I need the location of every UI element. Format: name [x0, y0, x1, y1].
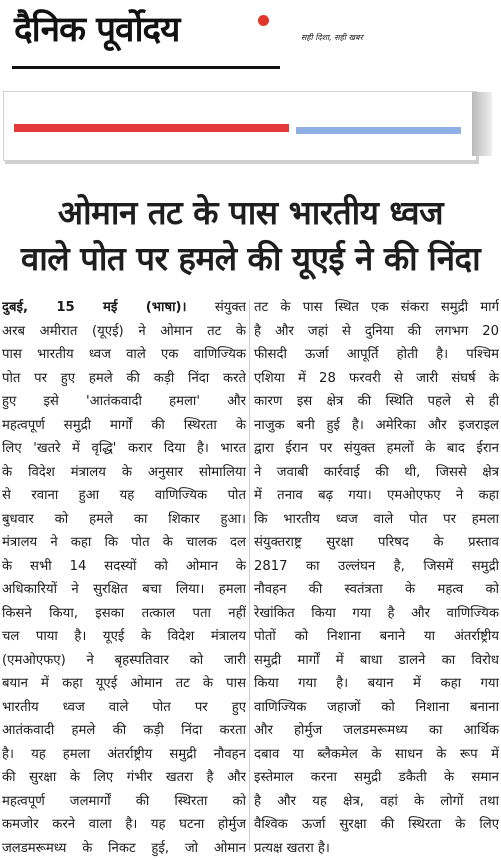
logo-dot-icon: [258, 15, 269, 26]
article-line: प्रत्यक्ष खतरा है।: [254, 837, 499, 860]
article-line: जलडमरूमध्य के निकट हुई, जो ओमान: [2, 837, 246, 860]
article-line: पास भारतीय ध्वज वाले एक वाणिज्यिक: [2, 343, 246, 367]
article-line: एशिया में 28 फरवरी से जारी संघर्ष के: [254, 367, 499, 391]
article-line: किसने किया, इसका तत्काल पता नहीं: [2, 602, 246, 626]
article-line: चल पाया है। यूएई के विदेश मंत्रालय: [2, 625, 246, 649]
article-line: समुद्री मार्गों में बाधा डालने का विरोध: [254, 649, 499, 673]
article-line: तट के पास स्थित एक संकरा समुद्री मार्ग: [254, 296, 499, 320]
article-line: महत्वपूर्ण जलमार्गों की स्थिरता को: [2, 790, 246, 814]
article-column-right: [254, 296, 499, 860]
article-column-left: [2, 296, 246, 860]
article-line: भारतीय ध्वज वाले पोत पर हुए: [2, 696, 246, 720]
article-line: फीसदी ऊर्जा आपूर्ति होती है। पश्चिम: [254, 343, 499, 367]
article-line: है और यह क्षेत्र, वहां के लोगों तथा: [254, 790, 499, 814]
article-line: कि भारतीय ध्वज वाले पोत पर हमला: [254, 508, 499, 532]
masthead: [0, 0, 501, 80]
headline-line-2: वाले पोत पर हमले की यूएई ने की निंदा: [0, 236, 501, 282]
article-line: आतंकवादी हमले की कड़ी निंदा करता: [2, 719, 246, 743]
article-line: नाजुक बनी हुई है। अमेरिका और इजराइल: [254, 414, 499, 438]
article-line: अधिकारियों ने सुरक्षित बचा लिया। हमला: [2, 578, 246, 602]
article-line: लिए 'खतरे में वृद्धि' करार दिया है। भारत: [2, 437, 246, 461]
banner-edge: [472, 92, 492, 156]
headline-line-1: ओमान तट के पास भारतीय ध्वज: [0, 190, 501, 236]
article-line: मंत्रालय ने कहा कि पोत के चालक दल: [2, 531, 246, 555]
article-line: रेखांकित किया गया है और वाणिज्यिक: [254, 602, 499, 626]
article-line: (एमओएफए) ने बृहस्पतिवार को जारी: [2, 649, 246, 673]
article-line: ने जवाबी कार्रवाई की थी, जिससे क्षेत्र: [254, 461, 499, 485]
article-line: वैश्विक ऊर्जा सुरक्षा की स्थिरता के लिए: [254, 813, 499, 837]
article-line: [2, 296, 246, 320]
article-line: बयान में कहा यूएई ओमान तट के पास: [2, 672, 246, 696]
article-line: बुधवार को हमले का शिकार हुआ।: [2, 508, 246, 532]
article-line: अरब अमीरात (यूएई) ने ओमान तट के: [2, 320, 246, 344]
dateline: दुबई, 15 मई (भाषा)।: [2, 300, 215, 315]
article-line: पोत पर हुए हमले की कड़ी निंदा करते: [2, 367, 246, 391]
newspaper-logo: दैनिक पूर्वोदय: [14, 6, 179, 54]
column-divider: [249, 300, 250, 850]
article-line: कमजोर करने वाला है। यह घटना होर्मुज: [2, 813, 246, 837]
article-line: किया गया है। बयान में कहा गया: [254, 672, 499, 696]
article-line: है और जहां से दुनिया की लगभग 20: [254, 320, 499, 344]
article-line: 2817 का उल्लंघन है, जिसमें समुद्री: [254, 555, 499, 579]
article-line: और होर्मुज जलडमरूमध्य का आर्थिक: [254, 719, 499, 743]
article-line: हुए इसे 'आतंकवादी हमला' और: [2, 390, 246, 414]
article-line: दबाव या ब्लैकमेल के साधन के रूप में: [254, 743, 499, 767]
article-text: संयुक्त: [215, 300, 246, 315]
article-line: है। यह हमला अंतर्राष्ट्रीय समुद्री नौवहन: [2, 743, 246, 767]
article-line: महत्वपूर्ण समुद्री मार्गों की स्थिरता के: [2, 414, 246, 438]
article-line: के सभी 14 सदस्यों को ओमान के: [2, 555, 246, 579]
article-line: में तनाव बढ़ गया। एमओएफए ने कहा: [254, 484, 499, 508]
banner-blue-bar: [296, 127, 461, 134]
article-line: से रवाना हुआ यह वाणिज्यिक पोत: [2, 484, 246, 508]
tagline: सही दिशा, सही खबर: [301, 32, 363, 43]
decorative-banner: [0, 87, 501, 165]
headline: [0, 190, 501, 282]
masthead-rule: [12, 66, 280, 69]
article-line: इस्तेमाल करना समुद्री डकैती के समान: [254, 766, 499, 790]
article-line: कारण इस क्षेत्र की स्थिति पहले से ही: [254, 390, 499, 414]
article-line: वाणिज्यिक जहाजों को निशाना बनाना: [254, 696, 499, 720]
article-line: पोतों को निशाना बनाने या अंतर्राष्ट्रीय: [254, 625, 499, 649]
article-line: के विदेश मंत्रालय के अनुसार सोमालिया: [2, 461, 246, 485]
banner-red-bar: [14, 124, 289, 132]
article-line: द्वारा ईरान पर संयुक्त हमलों के बाद ईरान: [254, 437, 499, 461]
article-line: नौवहन की स्वतंत्रता के महत्व को: [254, 578, 499, 602]
article-line: की सुरक्षा के लिए गंभीर खतरा है और: [2, 766, 246, 790]
article-line: संयुक्तराष्ट्र सुरक्षा परिषद के प्रस्ताव: [254, 531, 499, 555]
